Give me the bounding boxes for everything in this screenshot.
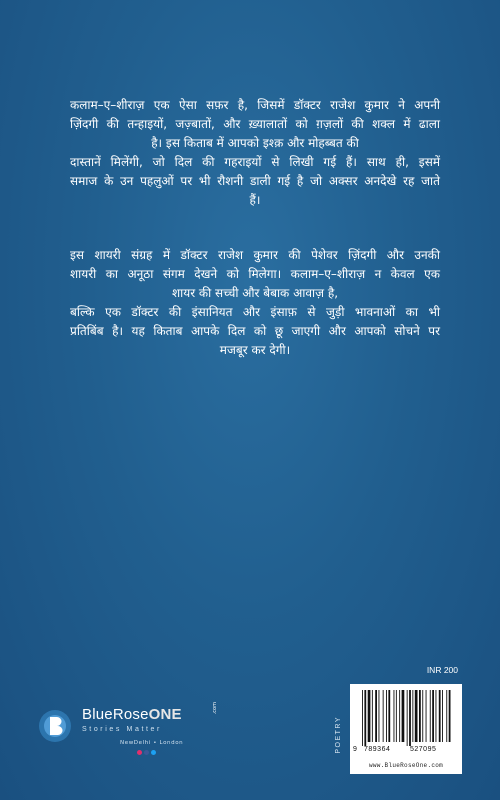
publisher-name xyxy=(82,706,182,723)
publisher-name-accent: ONE xyxy=(148,706,182,723)
barcode-bar xyxy=(419,690,421,742)
blurb-line: हैं। xyxy=(249,193,261,207)
barcode-bar xyxy=(436,690,437,742)
blurb-paragraph-1 xyxy=(70,96,440,210)
blurb-line: शायरी का अनूठा संगम देखने को मिलेगा। कलाम–ए–शीराज़ न केवल एक xyxy=(70,267,440,281)
barcode-bar xyxy=(415,690,418,742)
isbn-first-digit: 9 xyxy=(353,746,358,753)
isbn-group-1: 789364 xyxy=(364,746,391,753)
blurb-line: दास्तानें मिलेंगी, जो दिल की गहराइयों से लिखी गई हैं। साथ ही, इसमें xyxy=(70,155,440,169)
barcode-bar xyxy=(375,690,377,742)
blurb-line: बल्कि एक डॉक्टर की इंसानियत और इंसाफ़ से जुड़ी भावनाओं का भी xyxy=(70,305,440,319)
blurb-line: शायर की सच्ची और बेबाक आवाज़ है, xyxy=(171,286,339,300)
barcode-bar xyxy=(399,690,400,742)
barcode-bar xyxy=(407,690,408,746)
publisher-website: www.BlueRoseOne.com xyxy=(368,762,444,769)
publisher-domain: .com xyxy=(212,702,218,715)
barcode-bar xyxy=(386,690,387,742)
isbn-group-2: 527095 xyxy=(410,746,437,753)
barcode-bar xyxy=(368,690,371,742)
barcode-bar xyxy=(388,690,390,742)
publisher-name-main: BlueRose xyxy=(82,706,149,723)
barcode-bar xyxy=(432,690,434,742)
publisher-tagline: Stories Matter xyxy=(82,726,162,733)
barcode-box xyxy=(350,684,462,774)
barcode-bar xyxy=(402,690,405,742)
blurb-line: समाज के उन पहलुओं पर भी रौशनी डाली गई है जो अक्सर अनदेखे रह जाते xyxy=(70,174,440,188)
social-icons xyxy=(137,750,156,755)
barcode-bar xyxy=(422,690,423,742)
barcode-bar xyxy=(364,690,366,746)
twitter-icon xyxy=(151,750,156,755)
blurb-line: कलाम–ए–शीराज़ एक ऐसा सफ़र है, जिसमें डॉक्टर राजेश कुमार ने अपनी xyxy=(70,98,440,112)
instagram-icon xyxy=(137,750,142,755)
barcode-bar xyxy=(430,690,431,742)
barcode-bar xyxy=(439,690,441,742)
bluerose-logo-icon xyxy=(38,706,72,744)
barcode-bar xyxy=(446,690,447,742)
isbn-barcode xyxy=(362,690,454,746)
barcode-bar xyxy=(412,690,413,742)
blurb-line: इस शायरी संग्रह में डॉक्टर राजेश कुमार की पेशेवर ज़िंदगी और उनकी xyxy=(70,248,440,262)
genre-label: POETRY xyxy=(335,716,342,754)
barcode-bar xyxy=(372,690,373,742)
barcode-bar xyxy=(383,690,384,742)
blurb-line: ज़िंदगी की तन्हाइयों, जज़्बातों, और ख़्यालातों को ग़ज़लों की शक्ल में ढाला xyxy=(70,117,440,131)
facebook-icon xyxy=(144,750,149,755)
barcode-bar xyxy=(362,690,363,746)
barcode-bar xyxy=(442,690,443,742)
blurb-line: प्रतिबिंब है। यह किताब आपके दिल को छू जाएगी और आपको सोचने पर xyxy=(70,324,440,338)
barcode-bar xyxy=(426,690,427,742)
blurb-paragraph-2 xyxy=(70,246,440,360)
blurb-line: है। इस किताब में आपको इश्क़ और मोहब्बत की xyxy=(151,136,359,150)
barcode-bar xyxy=(449,690,451,742)
price-label: INR 200 xyxy=(426,665,458,675)
barcode-bar xyxy=(396,690,397,742)
barcode-bar xyxy=(379,690,380,742)
publisher-locations: NewDelhi • London xyxy=(120,740,184,746)
barcode-bar xyxy=(394,690,395,742)
barcode-bar xyxy=(409,690,411,746)
blurb-line: मजबूर कर देगी। xyxy=(219,343,291,357)
publisher-block xyxy=(38,700,238,780)
